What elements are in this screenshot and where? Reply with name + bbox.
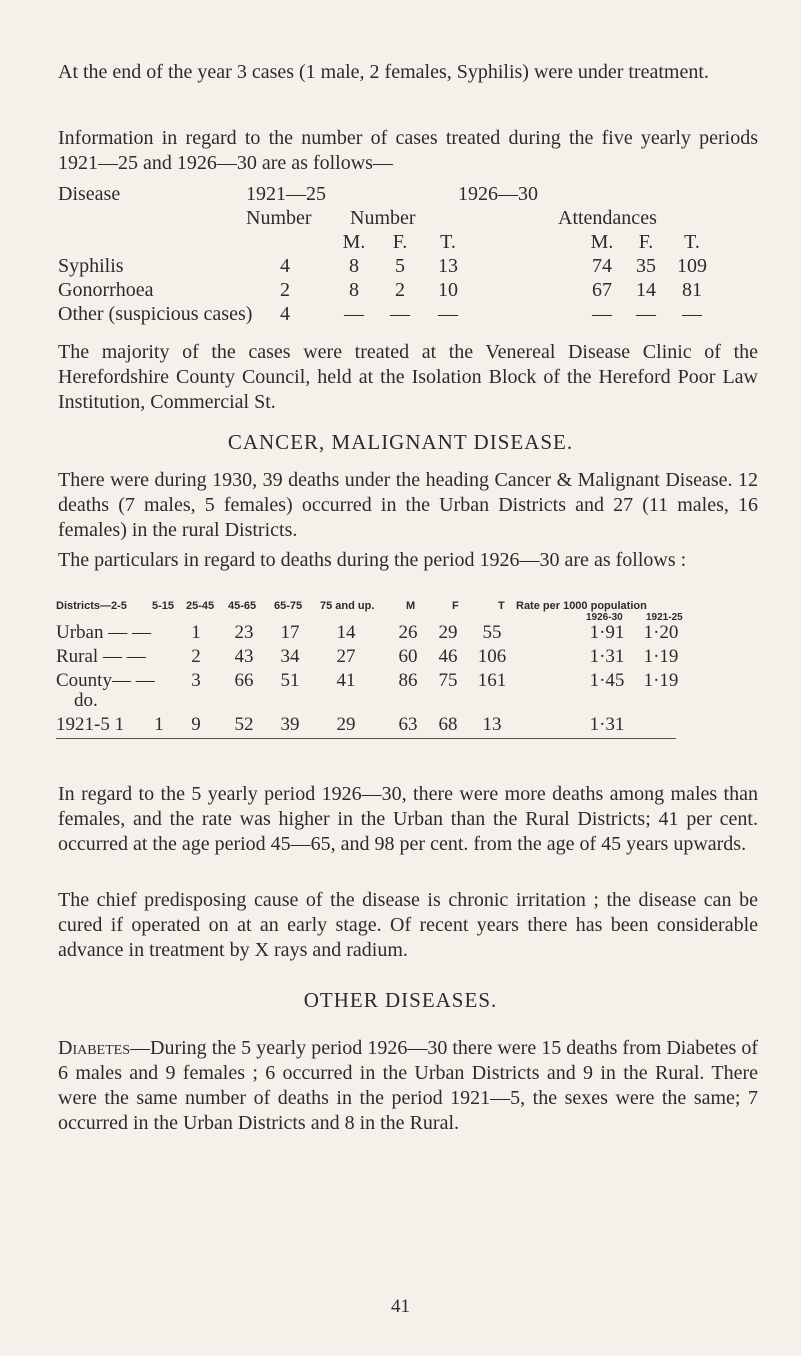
col-header: M <box>406 600 416 612</box>
table-row <box>56 714 766 738</box>
cell: 1·31 <box>589 714 625 735</box>
row-label: County— — <box>56 670 155 691</box>
cell: 5 <box>395 255 405 277</box>
cell: 106 <box>477 646 507 667</box>
cell: 68 <box>438 714 458 735</box>
sub-m: M. <box>342 231 366 253</box>
cell: 60 <box>398 646 418 667</box>
cell: 14 <box>636 279 656 301</box>
cell: 1·31 <box>589 646 625 667</box>
cell: 4 <box>280 303 290 325</box>
cancer-paragraph-2: The particulars in regard to deaths during the period 1926—30 are as follows : <box>58 549 687 571</box>
cell: 1·91 <box>589 622 625 643</box>
row-label: Rural — — <box>56 646 146 667</box>
table-row <box>58 255 768 279</box>
sub-f: F. <box>392 231 408 253</box>
cell: 3 <box>191 670 201 691</box>
diabetes-label: Diabetes <box>58 1037 130 1059</box>
col-header: Districts—2-5 <box>56 600 127 612</box>
sub-am: M. <box>590 231 614 253</box>
cell: — <box>344 303 364 325</box>
row-label: Syphilis <box>58 255 124 277</box>
cell: — <box>636 303 656 325</box>
cell: 51 <box>280 670 300 691</box>
cell: 75 <box>438 670 458 691</box>
sub-at: T. <box>684 231 700 253</box>
cell: 109 <box>677 255 707 277</box>
cell: 161 <box>477 670 507 691</box>
diabetes-text: —During the 5 yearly period 1926—30 there were 15 deaths from Diabetes of 6 males and 9 females ; 6 occurred in the Urban Districts and 9 in the Rural. There were the same number of deaths in the period 1921—5, the sexes were the same; 7 occurred in the Urban Districts and 8 in the Rural. <box>58 1037 758 1134</box>
cell: 35 <box>636 255 656 277</box>
cell: 66 <box>234 670 254 691</box>
cell: 86 <box>398 670 418 691</box>
cell: — <box>390 303 410 325</box>
cell: 23 <box>234 622 254 643</box>
col-header: 65-75 <box>274 600 303 612</box>
cell: 27 <box>336 646 356 667</box>
table-row <box>58 279 768 303</box>
table-row <box>56 622 766 646</box>
cell: 1·19 <box>643 670 679 691</box>
intro-paragraph: At the end of the year 3 cases (1 male, 2 females, Syphilis) were under treatment. <box>58 61 709 83</box>
cell: 4 <box>280 255 290 277</box>
rate-sub-header: 1921-25 <box>646 612 683 623</box>
cell: 1·45 <box>589 670 625 691</box>
row-label: Other (suspicious cases) <box>58 303 253 325</box>
cell: 81 <box>682 279 702 301</box>
diabetes-paragraph <box>58 1036 758 1136</box>
cell: 13 <box>438 255 458 277</box>
cell: 34 <box>280 646 300 667</box>
col-header: F <box>452 600 459 612</box>
attendances-header: Attendances <box>558 207 657 229</box>
cell: 8 <box>349 255 359 277</box>
row-label: Gonorrhoea <box>58 279 154 301</box>
col-header: 5-15 <box>152 600 175 612</box>
cell: 2 <box>191 646 201 667</box>
col-header: T <box>498 600 505 612</box>
period2-header: 1926—30 <box>458 183 538 205</box>
cell: — <box>438 303 458 325</box>
cell: 39 <box>280 714 300 735</box>
cell: 41 <box>336 670 356 691</box>
col-header: Rate per 1000 population <box>516 600 647 612</box>
cell: 2 <box>395 279 405 301</box>
cell: 55 <box>482 622 502 643</box>
cell: 8 <box>349 279 359 301</box>
cell: 1 <box>191 622 201 643</box>
other-diseases-heading: OTHER DISEASES. <box>303 988 498 1012</box>
info-paragraph: Information in regard to the number of cases treated during the five yearly periods 1921—25 and 1926—30 are as follows— <box>58 127 758 174</box>
cell: 1·20 <box>643 622 679 643</box>
cell: 26 <box>398 622 418 643</box>
cell: 29 <box>438 622 458 643</box>
cell: 9 <box>191 714 201 735</box>
cell: 43 <box>234 646 254 667</box>
cell: 1·19 <box>643 646 679 667</box>
cell: 1 <box>154 714 164 735</box>
period2-number-header: Number <box>350 207 416 229</box>
cell: 14 <box>336 622 356 643</box>
cell: 2 <box>280 279 290 301</box>
cancer-paragraph-3: In regard to the 5 yearly period 1926—30, there were more deaths among males than females, and the rate was higher in the Urban than the Rural Districts; 41 per cent. occurred at the age period 45—65, and 98 per cent. from the age of 45 years upwards. <box>58 783 758 855</box>
row-label: Urban — — <box>56 622 151 643</box>
disease-header: Disease <box>58 183 121 205</box>
table-rule <box>56 738 676 739</box>
cell: 17 <box>280 622 300 643</box>
cell: 74 <box>592 255 612 277</box>
col-header: 25-45 <box>186 600 215 612</box>
table-row <box>58 303 768 327</box>
period1-number-header: Number <box>246 207 312 229</box>
cell: 29 <box>336 714 356 735</box>
row-label: 1921-5 1 <box>56 714 125 735</box>
col-header: 45-65 <box>228 600 257 612</box>
cell: 52 <box>234 714 254 735</box>
cancer-heading: CANCER, MALIGNANT DISEASE. <box>227 430 574 454</box>
cell: 10 <box>438 279 458 301</box>
sub-t: T. <box>440 231 456 253</box>
cell: 13 <box>482 714 502 735</box>
page-number: 41 <box>391 1296 410 1317</box>
period1-header: 1921—25 <box>246 183 326 205</box>
col-header: 75 and up. <box>320 600 375 612</box>
cell: — <box>682 303 702 325</box>
rate-sub-header: 1926-30 <box>586 612 623 623</box>
cancer-paragraph-4: The chief predisposing cause of the disease is chronic irritation ; the disease can be cured if operated on at an early stage. Of recent years there has been considerable advance in treatment by X rays and radium. <box>58 889 758 961</box>
table-row <box>56 646 766 670</box>
cell: 67 <box>592 279 612 301</box>
sub-af: F. <box>638 231 654 253</box>
cell: 46 <box>438 646 458 667</box>
cell: — <box>592 303 612 325</box>
cancer-paragraph-1: There were during 1930, 39 deaths under the heading Cancer & Malignant Disease. 12 deaths (7 males, 5 females) occurred in the Urban Districts and 27 (11 males, 16 females) in the rural Districts. <box>58 469 758 541</box>
cell: 63 <box>398 714 418 735</box>
row-label-continued: do. <box>74 690 98 711</box>
clinic-paragraph: The majority of the cases were treated at the Venereal Disease Clinic of the Herefordshire County Council, held at the Isolation Block of the Hereford Poor Law Institution, Commercial St. <box>58 341 758 413</box>
